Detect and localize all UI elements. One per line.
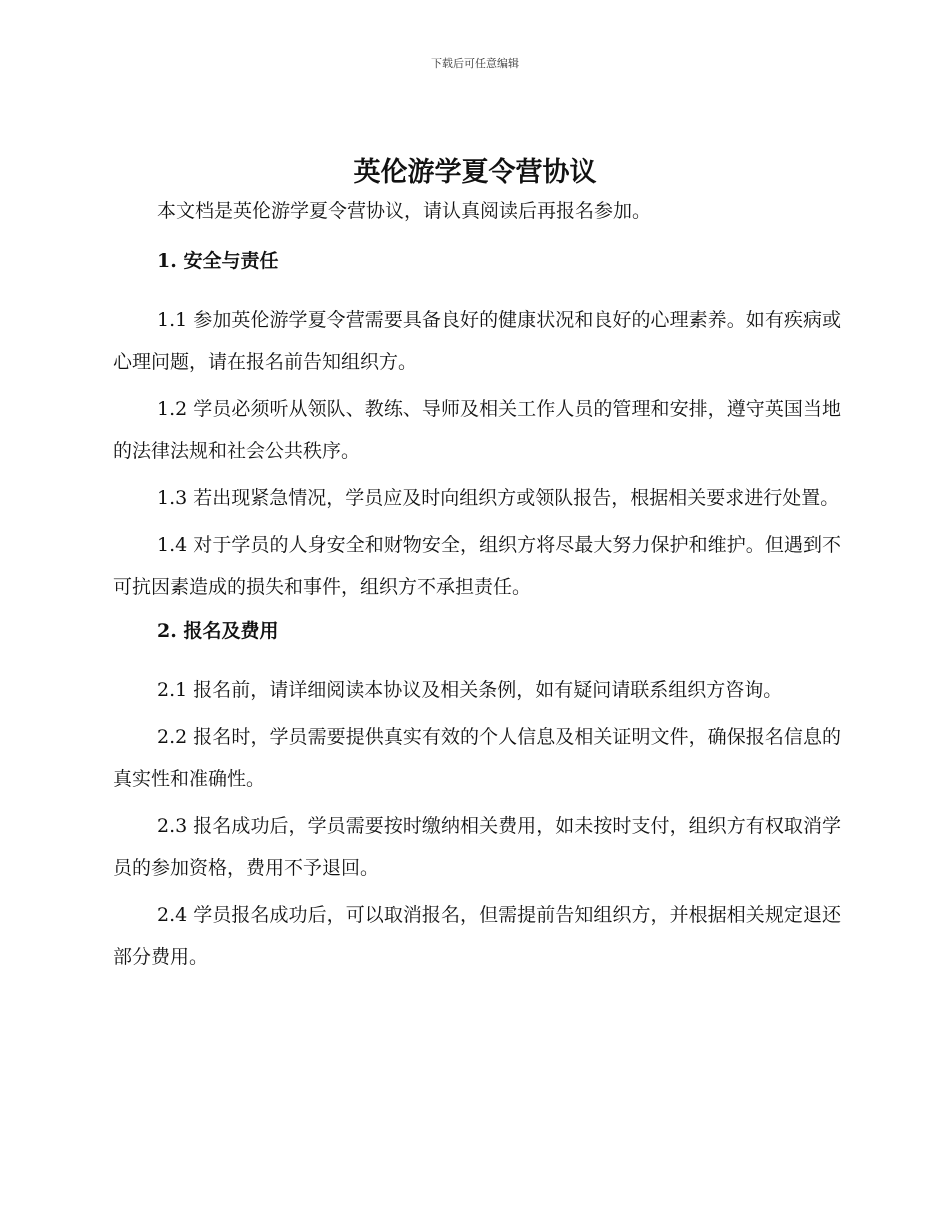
section-registration-fees bbox=[113, 616, 841, 978]
document-title: 英伦游学夏令营协议 bbox=[353, 157, 597, 188]
document-body bbox=[113, 196, 841, 983]
clause-1-3: 1.3 若出现紧急情况，学员应及时向组织方或领队报告，根据相关要求进行处置。 bbox=[157, 487, 840, 509]
clause-2-1: 2.1 报名前，请详细阅读本协议及相关条例，如有疑问请联系组织方咨询。 bbox=[157, 679, 783, 701]
section-safety bbox=[113, 246, 841, 608]
section-heading: 2. 报名及费用 bbox=[157, 620, 279, 642]
header-note: 下载后可任意编辑 bbox=[431, 57, 519, 70]
clause-1-2: 1.2 学员必须听从领队、教练、导师及相关工作人员的管理和安排，遵守英国当地的法律法规和社会公共秩序。 bbox=[113, 398, 841, 462]
intro-paragraph: 本文档是英伦游学夏令营协议，请认真阅读后再报名参加。 bbox=[157, 200, 652, 222]
clause-2-3: 2.3 报名成功后，学员需要按时缴纳相关费用，如未按时支付，组织方有权取消学员的参加资格，费用不予退回。 bbox=[113, 815, 841, 879]
section-heading: 1. 安全与责任 bbox=[157, 250, 279, 272]
clause-2-4: 2.4 学员报名成功后，可以取消报名，但需提前告知组织方，并根据相关规定退还部分费用。 bbox=[113, 904, 841, 968]
clause-2-2: 2.2 报名时，学员需要提供真实有效的个人信息及相关证明文件，确保报名信息的真实性和准确性。 bbox=[113, 726, 841, 790]
clause-1-1: 1.1 参加英伦游学夏令营需要具备良好的健康状况和良好的心理素养。如有疾病或心理问题，请在报名前告知组织方。 bbox=[113, 309, 841, 373]
clause-1-4: 1.4 对于学员的人身安全和财物安全，组织方将尽最大努力保护和维护。但遇到不可抗因素造成的损失和事件，组织方不承担责任。 bbox=[113, 534, 841, 598]
